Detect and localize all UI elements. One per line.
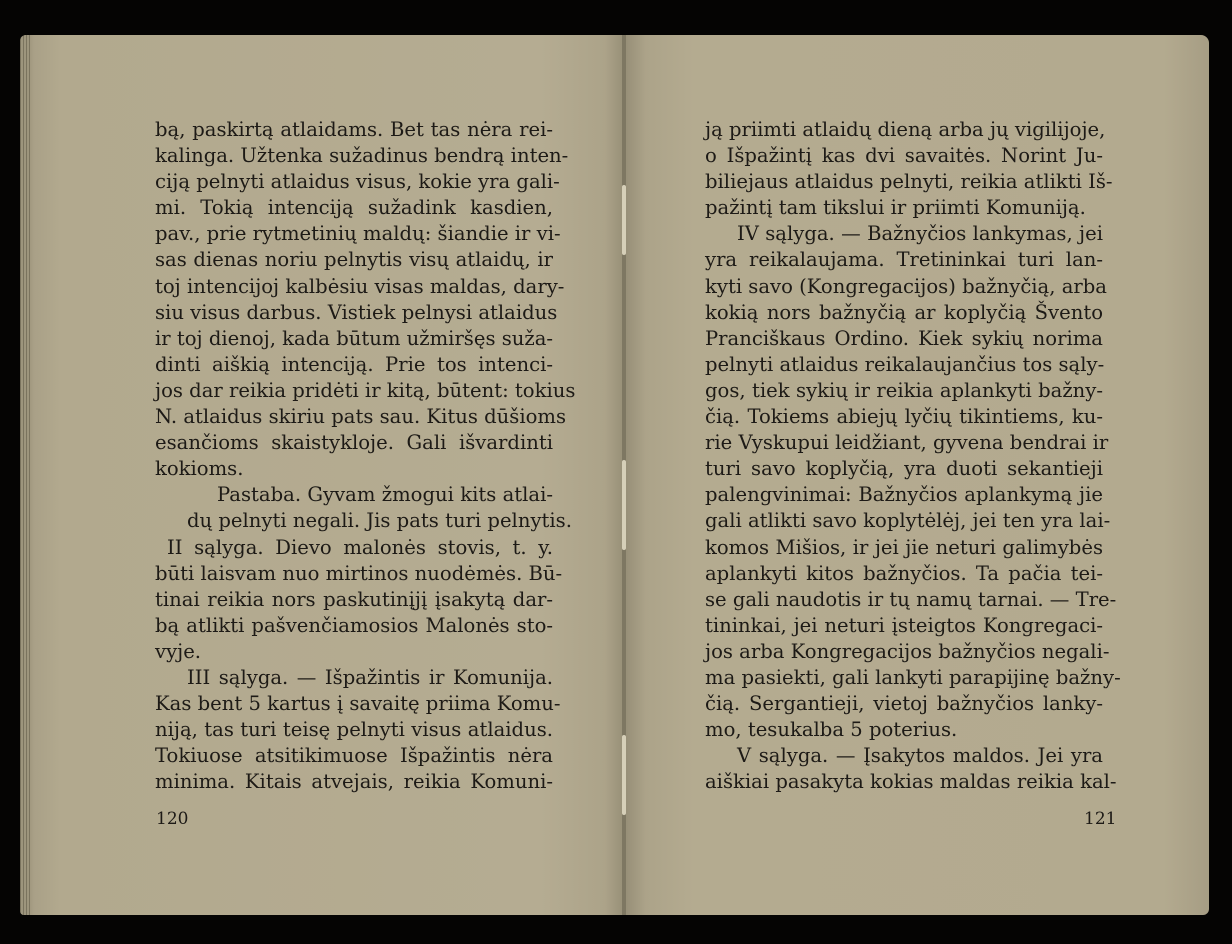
text-line: o Išpažintį kas dvi savaitės. Norint Ju- xyxy=(705,144,1103,168)
text-line: būti laisvam nuo mirtinos nuodėmės. Bū- xyxy=(155,561,563,585)
text-line: yra reikalaujama. Tretininkai turi lan- xyxy=(705,248,1103,272)
text-line: komos Mišios, ir jei jie neturi galimybės xyxy=(705,535,1103,559)
text-line: rie Vyskupui leidžiant, gyvena bendrai ir xyxy=(705,431,1109,455)
right-page-text xyxy=(705,117,1121,795)
text-line: jos arba Kongregacijos bažnyčios negali- xyxy=(705,639,1110,663)
text-line: pelnyti atlaidus reikalaujančius tos sąly- xyxy=(705,352,1105,376)
text-line: Kas bent 5 kartus į savaitę priima Komu- xyxy=(155,692,561,716)
text-line: mi. Tokią intenciją sužadink kasdien, xyxy=(155,196,553,220)
text-line: kalinga. Užtenka sužadinus bendrą inten- xyxy=(155,144,569,168)
text-line: Tokiuose atsitikimuose Išpažintis nėra xyxy=(155,744,553,768)
text-line: se gali naudotis ir tų namų tarnai. — Tre- xyxy=(705,587,1117,611)
text-line: palengvinimai: Bažnyčios aplankymą jie xyxy=(705,483,1103,507)
text-line: aiškiai pasakyta kokias maldas reikia kal- xyxy=(705,770,1117,794)
text-line: V sąlyga. — Įsakytos maldos. Jei yra xyxy=(737,744,1103,768)
text-line: dinti aiškią intenciją. Prie tos intenci- xyxy=(155,352,553,376)
text-line: ma pasiekti, gali lankyti parapijinę bažny- xyxy=(705,665,1121,689)
text-line: N. atlaidus skiriu pats sau. Kitus dūšioms xyxy=(155,405,567,429)
text-line: minima. Kitais atvejais, reikia Komuni- xyxy=(155,770,553,794)
left-page xyxy=(20,35,624,915)
text-line: gali atlikti savo koplytėlėj, jei ten yra lai- xyxy=(705,509,1111,533)
text-line: IV sąlyga. — Bažnyčios lankymas, jei xyxy=(737,222,1103,246)
text-line: Pranciškaus Ordino. Kiek sykių norima xyxy=(705,326,1103,350)
text-line: turi savo koplyčią, yra duoti sekantieji xyxy=(705,457,1103,481)
text-line: kokią nors bažnyčią ar koplyčią Švento xyxy=(705,300,1103,324)
text-line: ją priimti atlaidų dieną arba jų vigilijoje, xyxy=(705,118,1106,141)
text-line: gos, tiek sykių ir reikia aplankyti bažny- xyxy=(705,378,1103,402)
text-line: jos dar reikia pridėti ir kitą, būtent: tokius xyxy=(155,378,576,402)
text-line: kokioms. xyxy=(155,457,244,481)
text-line: bą atlikti pašvenčiamosios Malonės sto- xyxy=(155,613,553,637)
text-line: Pastaba. Gyvam žmogui kits atlai- xyxy=(217,483,553,507)
text-line: čią. Tokiems abiejų lyčių tikintiems, ku- xyxy=(705,405,1103,429)
text-line: niją, tas turi teisę pelnyti visus atlaidus. xyxy=(155,718,553,742)
text-line: mo, tesukalba 5 poterius. xyxy=(705,718,958,742)
text-line: aplankyti kitos bažnyčios. Ta pačia tei- xyxy=(705,561,1103,585)
text-line: toj intencijoj kalbėsiu visas maldas, dary- xyxy=(155,274,565,298)
page-number: 120 xyxy=(156,809,189,829)
text-line: bą, paskirtą atlaidams. Bet tas nėra rei- xyxy=(155,118,553,141)
text-line: ir toj dienoj, kada būtum užmiršęs suža- xyxy=(155,326,554,350)
text-line: esančioms skaistykloje. Gali išvardinti xyxy=(155,431,553,455)
text-line: sas dienas noriu pelnytis visų atlaidų, ir xyxy=(155,248,553,272)
text-line: dų pelnyti negali. Jis pats turi pelnytis. xyxy=(187,509,572,533)
text-line: biliejaus atlaidus pelnyti, reikia atlikti Iš- xyxy=(705,170,1113,194)
text-line: pav., prie rytmetinių maldų: šiandie ir vi- xyxy=(155,222,561,246)
left-page-text xyxy=(155,117,576,795)
text-line: II sąlyga. Dievo malonės stovis, t. y. xyxy=(167,535,553,559)
text-line: pažintį tam tikslui ir priimti Komuniją. xyxy=(705,196,1086,220)
binding-stitch xyxy=(622,460,626,550)
text-line: vyje. xyxy=(155,639,202,663)
text-line: III sąlyga. — Išpažintis ir Komunija. xyxy=(187,665,553,689)
text-line: čią. Sergantieji, vietoj bažnyčios lanky- xyxy=(705,692,1103,716)
binding-stitch xyxy=(622,735,626,815)
text-line: ciją pelnyti atlaidus visus, kokie yra gali- xyxy=(155,170,560,194)
text-line: siu visus darbus. Vistiek pelnysi atlaidus xyxy=(155,300,558,324)
binding-stitch xyxy=(622,185,626,255)
text-line: tininkai, jei neturi įsteigtos Kongregaci- xyxy=(705,613,1103,637)
right-page xyxy=(624,35,1209,915)
page-number: 121 xyxy=(1084,809,1117,829)
text-line: tinai reikia nors paskutinįjį įsakytą dar- xyxy=(155,587,553,611)
page-block-edge xyxy=(20,35,30,915)
text-line: kyti savo (Kongregacijos) bažnyčią, arba xyxy=(705,274,1107,298)
